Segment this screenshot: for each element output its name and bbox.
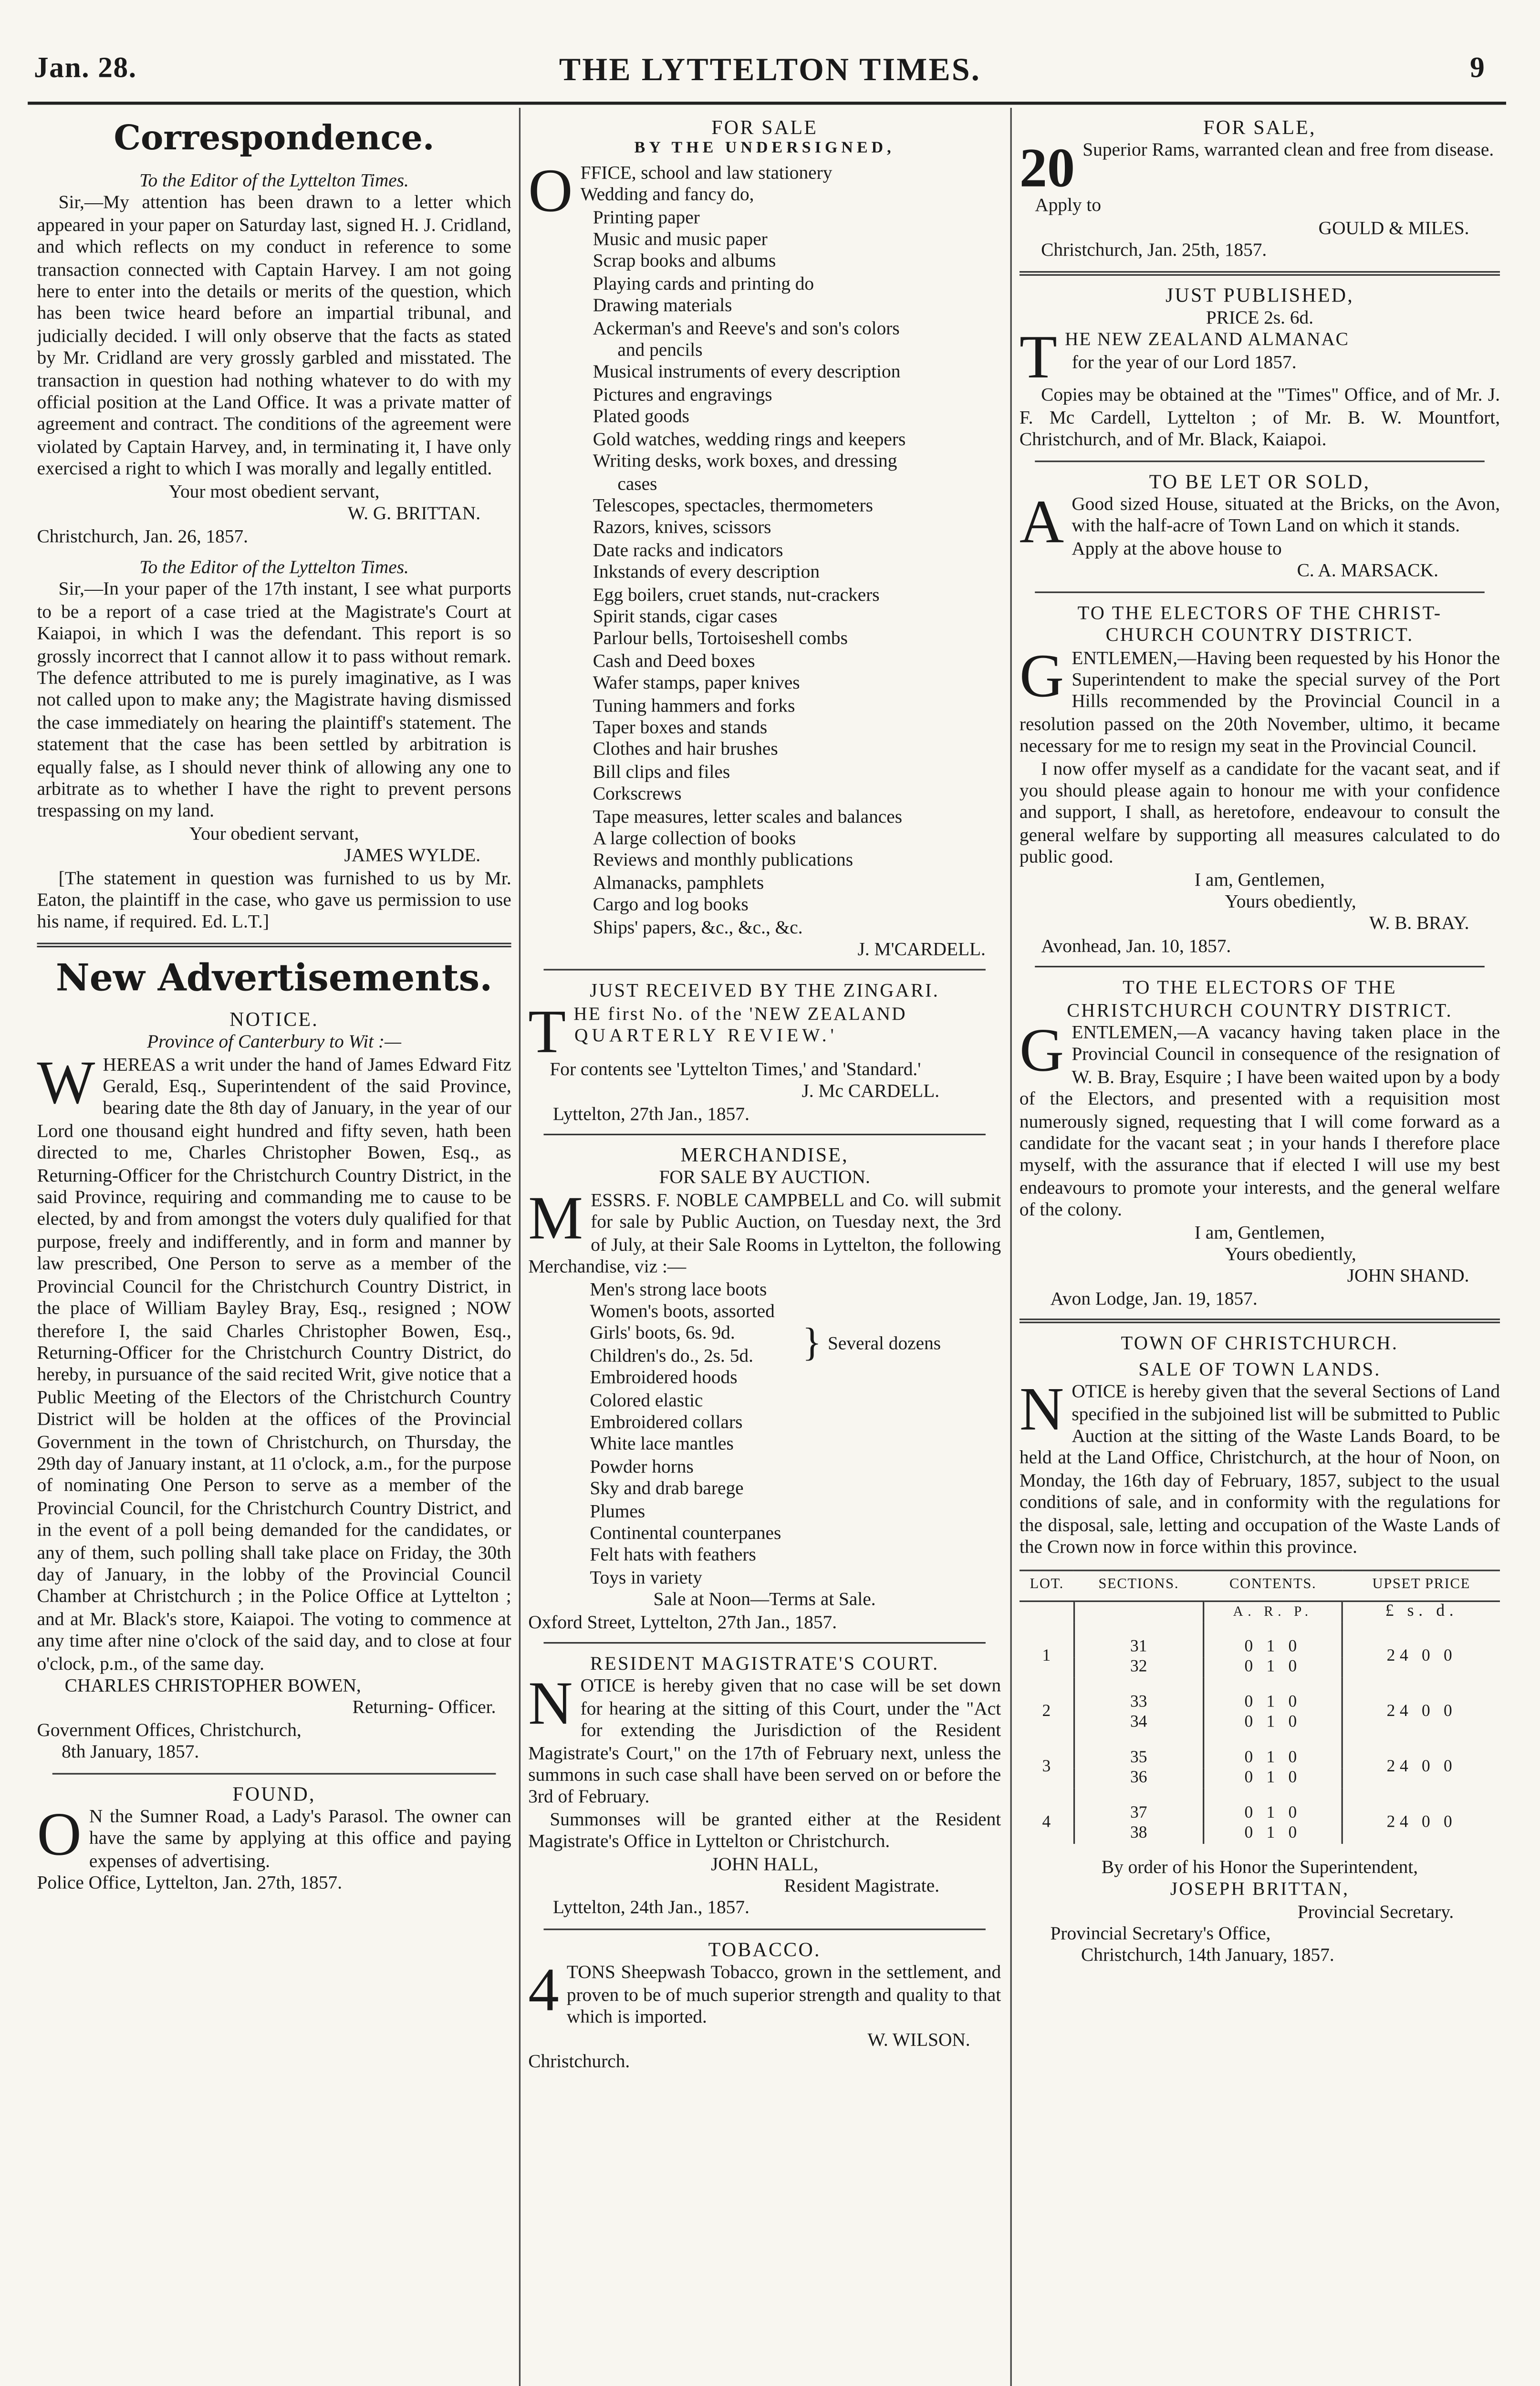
zingari-ad	[528, 980, 1001, 1124]
lot-number: 1	[1020, 1622, 1074, 1677]
section-number: 38	[1074, 1823, 1203, 1843]
ad-divider	[1020, 1319, 1500, 1324]
drop-cap: G	[1019, 1015, 1064, 1085]
drop-cap: G	[1019, 640, 1064, 710]
bray-heading: TO THE ELECTORS OF THE CHRIST-	[1077, 602, 1442, 624]
section-number: 37	[1074, 1788, 1203, 1823]
found-heading: FOUND,	[232, 1781, 316, 1805]
bray-address	[1020, 602, 1500, 957]
letter-salutation: To the Editor of the Lyttelton Times.	[139, 556, 409, 578]
let-body: Good sized House, situated at the Bricks, on the Avon, with the half-acre of Town Land on which it stands.	[1072, 493, 1500, 537]
bray-body-2: I now offer myself as a candidate for the vacant seat, and if you should please again to honour me with your confidence and support, I shall, as heretofore, endeavour to consult the general welfare by supporting all measures calculated to do public good.	[1019, 757, 1500, 868]
merchandise-terms: Sale at Noon—Terms at Sale.	[653, 1588, 876, 1610]
almanac-price: PRICE 2s. 6d.	[1206, 306, 1314, 328]
sale-item: Telescopes, spectacles, thermometers	[593, 494, 873, 516]
list-item: Colored elastic	[590, 1389, 703, 1411]
section-number: 35	[1074, 1733, 1203, 1768]
tobacco-place: Christchurch.	[528, 2050, 630, 2072]
court-title: Resident Magistrate.	[784, 1874, 940, 1896]
ad-divider	[1035, 591, 1485, 593]
list-item: Powder horns	[590, 1455, 694, 1477]
tobacco-ad	[528, 1939, 1001, 2072]
town-lands-notice	[1020, 1333, 1500, 1967]
units-row	[1020, 1601, 1500, 1622]
notice-place: Government Offices, Christchurch,	[37, 1718, 302, 1741]
sale-item: Corkscrews	[593, 783, 682, 805]
shand-closing: Yours obediently,	[1225, 1243, 1356, 1265]
town-order: By order of his Honor the Superintendent,	[1101, 1855, 1418, 1878]
shand-address	[1020, 977, 1500, 1310]
letter-body: Sir,—In your paper of the 17th instant, I see what purports to be a report of a case tried at the Magistrate's Court at Kaiapoi, in which I was the defendant. This report is so grossly incorrect that I cannot allow it to pass without remark. The defence attributed to me is purely imaginative, as I was not called upon to make any; the Magistrate having dismissed the case immediately on hearing the plaintiff's statement. The statement that the case has been settled by arbitration is equally false, as I should never think of allowing any one to arbitrate as to whether I have the right to prevent persons trespassing on my land.	[37, 578, 511, 822]
shand-body: ENTLEMEN,—A vacancy having taken place in the Provincial Council in consequence of the resignation of W. B. Bray, Esquire ; I have been waited upon by a body of the Electors, and presented with a requisition most numerously signed, requesting that I will come forward as a candidate for the vacant seat ; in your hands I therefore place myself, with the assurance that if elected I will use my best endeavours to promote your interests, and the general welfare of the colony.	[1019, 1021, 1500, 1221]
shand-heading: TO THE ELECTORS OF THE	[1123, 977, 1397, 999]
contents-value: 0 1 0	[1203, 1768, 1342, 1788]
letter	[37, 169, 511, 547]
upset-price: 24 0 0	[1386, 1647, 1457, 1666]
list-item: Girls' boots, 6s. 9d.	[590, 1322, 735, 1344]
notice-body: HEREAS a writ under the hand of James Edward Fitz Gerald, Esq., Superintendent of the said Province, bearing date the 8th day of January, in the year of our Lord one thousand eight hundred and fifty seven, hath been directed to me, Charles Christopher Bowen, Esq., as Returning-Officer for the Christchurch Country District, in the said Province, requiring and commanding me to cause to be elected, by and from amongst the voters duly qualified for that purpose, freely and indifferently, and in form and manner by law prescribed, One Person to serve as a member of the Provincial Council for the Christchurch Country District, in the place of William Bayley Bray, Esq., resigned ; NOW therefore I, the said Charles Christopher Bowen, Esq., Returning-Officer for the Christchurch Country District, do hereby, in pursuance of the said recited Writ, give notice that a Public Meeting of the Electors of the Christchurch Country District will be holden at the offices of the Provincial Government in the town of Christchurch, on Thursday, the 29th day of January instant, at 11 o'clock, a.m., for the purpose of nominating One Person to serve as a member of the Provincial Council, for the Christchurch Country District, and in the event of a poll being demanded for the candidates, or any of them, such polling shall take place on Friday, the 30th day of January, in the lobby of the Provincial Council Chamber at Christchurch ; in the Police Office at Lyttelton ; and at Mr. Black's store, Kaiapoi. The voting to commence at any time after nine o'clock of the said day, and to close at four o'clock, p.m., of the same day.	[37, 1053, 511, 1674]
let-heading: TO BE LET OR SOLD,	[1149, 469, 1371, 492]
rams-apply: Apply to	[1035, 195, 1102, 217]
shand-signature: JOHN SHAND.	[1347, 1265, 1469, 1287]
letter-body: Sir,—My attention has been drawn to a letter which appeared in your paper on Saturday last, signed H. J. Cridland, and which reflects on my conduct in reference to some transaction connected with Captain Harvey. I am not going here to enter into the details or merits of the question, which has been twice heard before an impartial tribunal, and judicially decided. I will only observe that the facts as stated by Mr. Cridland are very grossly garbled and misstated. The transaction in question had nothing whatever to do with my official position at the Land Office. It was a private matter of agreement and contract. The conditions of the agreement were violated by Captain Harvey, and, in terminating it, I have only exercised a right to which I was morally and legally entitled.	[37, 191, 511, 480]
list-item: Men's strong lace boots	[590, 1277, 767, 1299]
column-divider	[1010, 108, 1012, 2386]
returning-officer-notice	[37, 1009, 511, 1763]
masthead: THE LYTTELTON TIMES.	[559, 51, 981, 88]
sale-item: Razors, knives, scissors	[593, 516, 771, 538]
ad-divider	[543, 1134, 985, 1135]
sale-item: Pictures and engravings	[593, 383, 772, 405]
shand-heading: CHRISTCHURCH COUNTRY DISTRICT.	[1067, 999, 1453, 1021]
drop-cap: M	[528, 1183, 583, 1252]
town-dateline: Christchurch, 14th January, 1857.	[1081, 1944, 1334, 1967]
contents-value: 0 1 0	[1203, 1677, 1342, 1712]
contents-value: 0 1 0	[1203, 1823, 1342, 1843]
ad-divider	[1020, 271, 1500, 275]
zingari-heading: JUST RECEIVED BY THE ZINGARI.	[590, 980, 940, 1002]
column-header: SECTIONS.	[1074, 1571, 1203, 1601]
drop-cap: W	[37, 1046, 95, 1117]
column-header: CONTENTS.	[1203, 1571, 1342, 1601]
notice-heading: NOTICE.	[229, 1007, 319, 1030]
drop-cap: O	[37, 1799, 82, 1869]
sale-item: Printing paper	[593, 206, 700, 228]
merchandise-ad	[528, 1145, 1001, 1633]
lots-table	[1020, 1570, 1500, 1843]
town-heading: TOWN OF CHRISTCHURCH.	[1121, 1333, 1399, 1355]
sale-item: Cargo and log books	[593, 893, 749, 916]
sale-item: Music and music paper	[593, 228, 768, 250]
merchandise-subheading: FOR SALE BY AUCTION.	[659, 1167, 870, 1189]
tobacco-signature: W. WILSON.	[867, 2028, 970, 2050]
lots-table-body	[1020, 1601, 1500, 1843]
court-body-2: Summonses will be granted either at the Resident Magistrate's Office in Lyttelton or Christchurch.	[528, 1808, 1001, 1852]
sale-item: Egg boilers, cruet stands, nut-crackers	[593, 583, 880, 605]
sale-item: Drawing materials	[593, 294, 732, 316]
town-place: Provincial Secretary's Office,	[1050, 1922, 1271, 1944]
sale-item: Taper boxes and stands	[593, 716, 768, 738]
brace-label: Several dozens	[827, 1332, 941, 1354]
tobacco-heading: TOBACCO.	[708, 1937, 821, 1961]
column-header: LOT.	[1020, 1571, 1074, 1601]
tobacco-body: TONS Sheepwash Tobacco, grown in the settlement, and proven to be of much superior strength and quality to that which is imported.	[566, 1961, 1001, 2028]
zingari-signature: J. Mc CARDELL.	[801, 1080, 940, 1102]
upset-price: 24 0 0	[1386, 1813, 1457, 1832]
list-item: White lace mantles	[590, 1433, 734, 1455]
new-advertisements-heading: New Advertisements.	[55, 954, 493, 1000]
letter-closing: Your obedient servant,	[189, 822, 359, 844]
brace-glyph: }	[802, 1320, 822, 1366]
sale-item: Inkstands of every description	[593, 561, 820, 583]
sale-item: A large collection of books	[593, 827, 796, 849]
sale-item: Writing desks, work boxes, and dressing	[593, 450, 897, 472]
merchandise-heading: MERCHANDISE,	[680, 1143, 849, 1166]
town-body: OTICE is hereby given that the several Sections of Land specified in the subjoined list will be submitted to Public Auction at the sitting of the Waste Lands Board, to be held at the Land Office, Christchurch, at the hour of Noon, on Monday, the 16th day of February, 1857, subject to the usual conditions of sale, and in conformity with the regulations for the disposal, sale, letting and occupation of the Waste Lands of the Crown now in force within this province.	[1019, 1380, 1500, 1558]
lot-number: 2	[1020, 1677, 1074, 1732]
sale-item: Tape measures, letter scales and balances	[593, 805, 903, 827]
town-subheading: SALE OF TOWN LANDS.	[1138, 1358, 1381, 1380]
ad-divider	[543, 1642, 985, 1643]
sale-item-list	[528, 155, 1001, 938]
drop-cap: N	[528, 1669, 573, 1738]
ad-divider	[52, 1772, 496, 1774]
sale-item: Spirit stands, cigar cases	[593, 605, 778, 627]
contents-value: 0 1 0	[1203, 1713, 1342, 1733]
sale-item: Playing cards and printing do	[593, 272, 814, 294]
ad-divider	[543, 970, 985, 971]
found-dateline: Police Office, Lyttelton, Jan. 27th, 1857.	[37, 1872, 343, 1894]
letter-closing: Your most obedient servant,	[168, 480, 380, 502]
let-or-sold-ad	[1020, 471, 1500, 582]
rams-heading: FOR SALE,	[1203, 115, 1316, 139]
contents-value: 0 1 0	[1203, 1733, 1342, 1768]
section-number: 34	[1074, 1713, 1203, 1733]
almanac-heading: JUST PUBLISHED,	[1165, 283, 1354, 306]
sale-item: Musical instruments of every description	[593, 361, 901, 383]
table-row	[1020, 1622, 1500, 1657]
price-units: £ s. d.	[1385, 1601, 1458, 1621]
bray-closing: I am, Gentlemen,	[1194, 868, 1325, 890]
found-ad	[37, 1783, 511, 1894]
found-body: N the Sumner Road, a Lady's Parasol. The owner can have the same by applying at this office and paying expenses of advertising.	[89, 1805, 511, 1872]
zingari-body: For contents see 'Lyttelton Times,' and 'Standard.'	[550, 1058, 921, 1080]
shand-dateline: Avon Lodge, Jan. 19, 1857.	[1050, 1287, 1258, 1309]
rams-dateline: Christchurch, Jan. 25th, 1857.	[1041, 239, 1267, 261]
list-item: Women's boots, assorted	[590, 1300, 775, 1322]
column-header: UPSET PRICE	[1342, 1571, 1500, 1601]
court-signature: JOHN HALL,	[711, 1852, 819, 1874]
court-body: OTICE is hereby given that no case will be set down for hearing at the sitting of this Court, under the "Act for extending the Jurisdiction of the Resident Magistrate's Court," on the 17th of February next, unless the summons in such case shall have been served on or before the 3rd of February.	[528, 1675, 1001, 1808]
rams-signature: GOULD & MILES.	[1318, 217, 1469, 239]
list-item: Sky and drab barege	[590, 1477, 744, 1499]
section-number: 32	[1074, 1657, 1203, 1677]
upset-price: 24 0 0	[1386, 1702, 1457, 1721]
zingari-line: QUARTERLY REVIEW.'	[574, 1025, 838, 1046]
column-divider	[519, 108, 520, 2386]
merchandise-dateline: Oxford Street, Lyttelton, 27th Jan., 1857.	[528, 1611, 837, 1633]
town-title: Provincial Secretary.	[1297, 1900, 1454, 1922]
table-row	[1020, 1788, 1500, 1823]
notice-signature: CHARLES CHRISTOPHER BOWEN,	[64, 1674, 361, 1696]
page-header	[0, 51, 1540, 105]
sale-item: Almanacks, pamphlets	[593, 871, 764, 893]
upset-price: 24 0 0	[1386, 1758, 1457, 1777]
editor-note: [The statement in question was furnished to us by Mr. Eaton, the plaintiff in the case, who gave us permission to use his name, if required. Ed. L.T.]	[37, 867, 511, 933]
sale-item: Scrap books and albums	[593, 250, 776, 272]
court-heading: RESIDENT MAGISTRATE'S COURT.	[590, 1653, 939, 1674]
almanac-line: for the year of our Lord 1857.	[1072, 351, 1297, 373]
ad-divider	[1035, 460, 1485, 461]
drop-cap: T	[1019, 323, 1057, 392]
sale-item: Tuning hammers and forks	[593, 694, 795, 716]
section-heading: Correspondence.	[114, 118, 435, 159]
drop-cap: A	[1019, 487, 1064, 556]
brace-group	[528, 1322, 1001, 1367]
section-number: 33	[1074, 1677, 1203, 1712]
lot-number: 4	[1020, 1788, 1074, 1843]
bray-heading: CHURCH COUNTRY DISTRICT.	[1105, 624, 1414, 646]
zingari-dateline: Lyttelton, 27th Jan., 1857.	[552, 1102, 749, 1124]
sale-item: Parlour bells, Tortoiseshell combs	[593, 627, 848, 649]
shand-closing: I am, Gentlemen,	[1194, 1221, 1325, 1243]
sale-item: Plated goods	[593, 405, 689, 428]
zingari-line: HE first No. of the 'NEW ZEALAND	[573, 1002, 907, 1025]
section-number: 36	[1074, 1768, 1203, 1788]
list-item: Embroidered collars	[590, 1411, 743, 1433]
rams-ad	[1020, 117, 1500, 261]
sale-item: Ackerman's and Reeve's and son's colors	[593, 316, 900, 339]
sale-item: Reviews and monthly publications	[593, 849, 853, 871]
list-item: Embroidered hoods	[590, 1366, 738, 1388]
sale-item: O FFICE, school and law stationery	[528, 155, 832, 225]
merchandise-body: ESSRS. F. NOBLE CAMPBELL and Co. will submit for sale by Public Auction, on Tuesday next, the 3rd of July, at their Sale Rooms in Lyttelton, the following Merchandise, viz :—	[528, 1189, 1001, 1277]
bray-closing: Yours obediently,	[1225, 890, 1356, 912]
sale-signature: J. M'CARDELL.	[857, 938, 986, 960]
sale-item: Clothes and hair brushes	[593, 738, 778, 760]
table-row	[1020, 1733, 1500, 1768]
rams-body: Superior Rams, warranted clean and free from disease.	[1082, 139, 1494, 161]
notice-date: 8th January, 1857.	[62, 1741, 199, 1763]
contents-value: 0 1 0	[1203, 1622, 1342, 1657]
for-sale-subheading: BY THE UNDERSIGNED,	[634, 141, 895, 158]
sale-item: Date racks and indicators	[593, 538, 783, 561]
list-item: Felt hats with feathers	[590, 1544, 756, 1566]
list-item: Plumes	[590, 1499, 645, 1521]
bray-signature: W. B. BRAY.	[1369, 912, 1469, 934]
let-signature: C. A. MARSACK.	[1297, 559, 1438, 581]
table-row	[1020, 1677, 1500, 1712]
correspondence-section	[37, 117, 511, 933]
court-dateline: Lyttelton, 24th Jan., 1857.	[552, 1897, 749, 1919]
header-rule	[28, 102, 1506, 105]
letter	[37, 556, 511, 933]
column-1	[37, 111, 511, 2386]
list-item: Toys in variety	[590, 1566, 702, 1588]
merchandise-list	[528, 1278, 1001, 1589]
notice-province: Province of Canterbury to Wit :—	[147, 1031, 401, 1053]
contents-units: A. R. P.	[1203, 1601, 1342, 1622]
issue-date: Jan. 28.	[34, 52, 137, 85]
letter-salutation: To the Editor of the Lyttelton Times.	[139, 169, 409, 191]
bray-body: ENTLEMEN,—Having been requested by his Honor the Superintendent to make the special survey of the Port Hills recommended by the Provincial Council in a resolution passed on the 20th November, ultimo, it became necessary for me to resign my seat in the Provincial Council.	[1019, 646, 1500, 757]
sale-item: Gold watches, wedding rings and keepers	[593, 428, 906, 450]
section-rule	[37, 942, 511, 947]
section-number: 31	[1074, 1622, 1203, 1657]
stationery-sale-ad	[528, 117, 1001, 960]
notice-title: Returning- Officer.	[352, 1696, 496, 1718]
sale-item: Wedding and fancy do,	[580, 183, 754, 206]
column-2	[528, 111, 1001, 2386]
sale-item: Wafer stamps, paper knives	[593, 671, 800, 694]
letter-signature: JAMES WYLDE.	[344, 844, 481, 866]
contents-value: 0 1 0	[1203, 1657, 1342, 1677]
sale-item: cases	[617, 472, 657, 494]
sale-item: and pencils	[617, 339, 703, 361]
drop-cap: N	[1019, 1374, 1064, 1444]
almanac-body: Copies may be obtained at the "Times" Office, and of Mr. J. F. Mc Cardell, Lyttelton ; of Mr. B. W. Mountfort, Christchurch, and of Mr. Black, Kaiapoi.	[1019, 384, 1500, 450]
sale-item: Ships' papers, &c., &c., &c.	[593, 916, 803, 938]
letter-dateline: Christchurch, Jan. 26, 1857.	[37, 524, 249, 546]
ad-divider	[543, 1928, 985, 1930]
list-item: Children's do., 2s. 5d.	[590, 1344, 753, 1366]
column-3	[1020, 111, 1500, 2386]
town-signature: JOSEPH BRITTAN,	[1170, 1878, 1350, 1900]
bray-dateline: Avonhead, Jan. 10, 1857.	[1041, 934, 1231, 956]
sale-item: Bill clips and files	[593, 760, 730, 783]
list-item: Continental counterpanes	[590, 1522, 781, 1544]
drop-cap: 20	[1019, 137, 1075, 199]
letter-signature: W. G. BRITTAN.	[347, 502, 481, 524]
sale-item: Cash and Deed boxes	[593, 649, 755, 671]
for-sale-heading: FOR SALE	[711, 115, 818, 139]
drop-cap: T	[528, 996, 566, 1066]
almanac-line: HE NEW ZEALAND ALMANAC	[1064, 328, 1349, 351]
ad-divider	[1035, 966, 1485, 968]
court-notice	[528, 1653, 1001, 1919]
drop-cap: 4	[528, 1955, 559, 2025]
page-number: 9	[1470, 52, 1485, 85]
almanac-ad	[1020, 284, 1500, 451]
table-header-row	[1020, 1571, 1500, 1601]
let-apply: Apply at the above house to	[1072, 537, 1282, 559]
contents-value: 0 1 0	[1203, 1788, 1342, 1823]
drop-cap: O	[528, 155, 573, 225]
lot-number: 3	[1020, 1733, 1074, 1788]
